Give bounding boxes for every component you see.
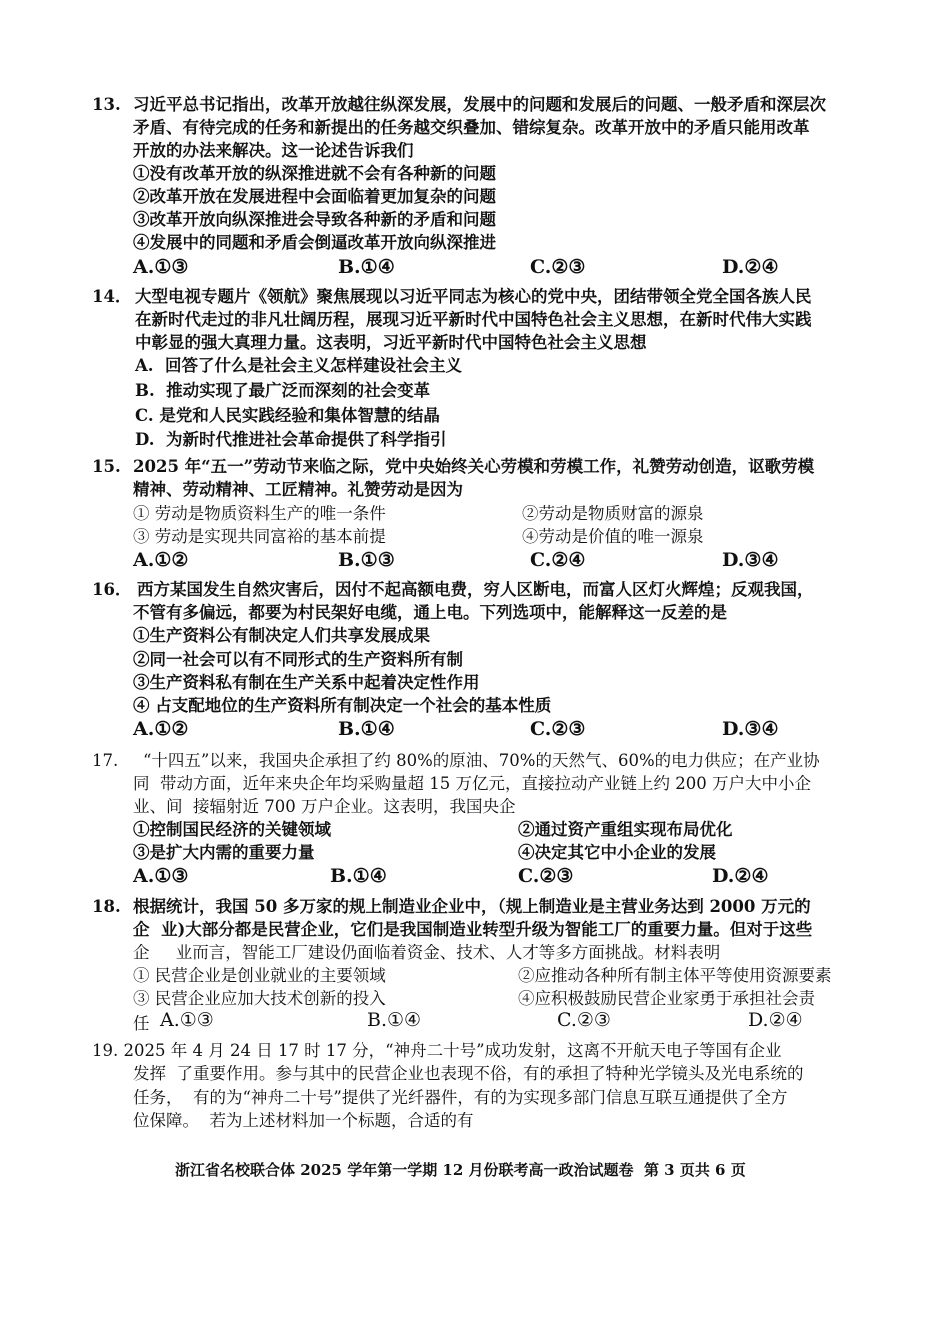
q14-number: 14． xyxy=(92,287,132,306)
q14-option-a: A. 回答了什么是社会主义怎样建设社会主义 xyxy=(135,356,463,375)
q16-stem-1: 西方某国发生自然灾害后，因付不起高额电费，穷人区断电，而富人区灯火辉煌；反观我国， xyxy=(137,580,814,599)
q16-answer-b: B.①④ xyxy=(338,718,395,740)
q13-item-2: ②改革开放在发展进程中会面临着更加复杂的问题 xyxy=(133,187,496,206)
q13-stem-1: 习近平总书记指出，改革开放越往纵深发展，发展中的问题和发展后的问题、一般矛盾和深层次 xyxy=(133,95,826,114)
q19-line-3: 任务， 有的为“神舟二十号”提供了光纤器件，有的为实现多部门信息互联互通提供了全方 xyxy=(133,1088,788,1107)
q17-item-2: ②通过资产重组实现布局优化 xyxy=(518,820,733,839)
q18-item-1: ① 民营企业是创业就业的主要领域 xyxy=(133,966,386,985)
q16-answer-a: A.①② xyxy=(133,718,189,740)
q16-stem-2: 不管有多偏远，都要为村民架好电缆，通上电。下列选项中，能解释这一反差的是 xyxy=(133,603,727,622)
q13-item-3: ③改革开放向纵深推进会导致各种新的矛盾和问题 xyxy=(133,210,496,229)
q17-item-1: ①控制国民经济的关键领域 xyxy=(133,820,331,839)
q18-item-3: ③ 民营企业应加大技术创新的投入 xyxy=(133,989,386,1008)
q17-number: 17. xyxy=(92,751,119,770)
q16-answer-c: C.②③ xyxy=(530,718,586,740)
q18-answer-c: C.②③ xyxy=(557,1009,611,1031)
q16-item-4: ④ 占支配地位的生产资料所有制决定一个社会的基本性质 xyxy=(133,696,552,715)
q15-stem-2: 精神、劳动精神、工匠精神。礼赞劳动是因为 xyxy=(133,480,463,499)
q18-answer-a: A.①③ xyxy=(160,1009,214,1031)
q16-number: 16． xyxy=(92,580,132,599)
q17-item-3: ③是扩大内需的重要力量 xyxy=(133,843,315,862)
q16-item-2: ②同一社会可以有不同形式的生产资料所有制 xyxy=(133,650,463,669)
q15-item-3: ③ 劳动是实现共同富裕的基本前提 xyxy=(133,527,386,546)
q18-stem-1: 根据统计，我国 50 多万家的规上制造业企业中，（规上制造业是主营业务达到 2000 万元的 xyxy=(133,897,811,916)
q15-item-2: ②劳动是物质财富的源泉 xyxy=(522,504,704,523)
q15-answer-a: A.①② xyxy=(133,549,189,571)
q13-answer-a: A.①③ xyxy=(133,256,189,278)
q18-number: 18. xyxy=(92,897,121,916)
q16-item-3: ③生产资料私有制在生产关系中起着决定性作用 xyxy=(133,673,480,692)
q16-item-1: ①生产资料公有制决定人们共享发展成果 xyxy=(133,626,430,645)
q15-answer-d: D.③④ xyxy=(722,549,779,571)
q13-stem-3: 开放的办法来解决。这一论述告诉我们 xyxy=(133,141,414,160)
q14-stem-2: 在新时代走过的非凡壮阔历程，展现习近平新时代中国特色社会主义思想，在新时代伟大实践 xyxy=(135,310,812,329)
q13-answer-d: D.②④ xyxy=(722,256,779,278)
q13-item-4: ④发展中的同题和矛盾会倒逼改革开放向纵深推进 xyxy=(133,233,496,252)
q17-stem-2: 同 带动方面，近年来央企年均采购量超 15 万亿元，直接拉动产业链上约 200 万户大中小企 xyxy=(133,774,811,793)
page-footer: 浙江省名校联合体 2025 学年第一学期 12 月份联考高一政治试题卷 第 3 页共 6 页 xyxy=(175,1161,746,1179)
q18-item-4: ④应积极鼓励民营企业家勇于承担社会责 xyxy=(518,989,815,1008)
q19-line-1: 19. 2025 年 4 月 24 日 17 时 17 分，“神舟二十号”成功发射，这离不开航天电子等国有企业 xyxy=(92,1041,782,1060)
q15-stem-1: 2025 年“五一”劳动节来临之际，党中央始终关心劳模和劳模工作，礼赞劳动创造，讴歌劳模 xyxy=(133,457,815,476)
q13-answer-b: B.①④ xyxy=(338,256,395,278)
q16-answer-d: D.③④ xyxy=(722,718,779,740)
q15-answer-b: B.①③ xyxy=(338,549,395,571)
q18-stem-2: 企 业)大部分都是民营企业，它们是我国制造业转型升级为智能工厂的重要力量。但对于这些 xyxy=(133,920,813,939)
q13-answer-c: C.②③ xyxy=(530,256,586,278)
q18-stem-3: 企 业而言，智能工厂建设仍面临着资金、技术、人才等多方面挑战。材料表明 xyxy=(133,943,721,962)
q19-line-2: 发挥 了重要作用。参与其中的民营企业也表现不俗，有的承担了特种光学镜头及光电系统的 xyxy=(133,1064,804,1083)
q14-option-b: B. 推动实现了最广泛而深刻的社会变革 xyxy=(135,381,431,400)
q13-number: 13. xyxy=(92,95,121,114)
q13-stem-2: 矛盾、有待完成的任务和新提出的任务越交织叠加、错综复杂。改革开放中的矛盾只能用改革 xyxy=(133,118,810,137)
q14-stem-1: 大型电视专题片《领航》聚焦展现以习近平同志为核心的党中央，团结带领全党全国各族人民 xyxy=(135,287,812,306)
q15-item-4: ④劳动是价值的唯一源泉 xyxy=(522,527,704,546)
q17-answer-b: B.①④ xyxy=(330,865,387,887)
q18-answer-b: B.①④ xyxy=(367,1009,422,1031)
q15-answer-c: C.②④ xyxy=(530,549,586,571)
q17-stem-3: 业、间 接辐射近 700 万户企业。这表明，我国央企 xyxy=(133,797,516,816)
q17-item-4: ④决定其它中小企业的发展 xyxy=(518,843,716,862)
q15-item-1: ① 劳动是物质资料生产的唯一条件 xyxy=(133,504,386,523)
q18-item-2: ②应推动各种所有制主体平等使用资源要素 xyxy=(518,966,832,985)
q17-answer-c: C.②③ xyxy=(518,865,574,887)
q17-stem-1: “十四五”以来，我国央企承担了约 80%的原油、70%的天然气、60%的电力供应；在产业协 xyxy=(143,751,820,770)
q17-answer-d: D.②④ xyxy=(712,865,769,887)
q14-option-d: D. 为新时代推进社会革命提供了科学指引 xyxy=(135,430,447,449)
q14-option-c: C. 是党和人民实践经验和集体智慧的结晶 xyxy=(135,406,440,425)
q19-line-4: 位保障。 若为上述材料加一个标题，合适的有 xyxy=(133,1111,474,1130)
q15-number: 15. xyxy=(92,457,121,476)
q14-stem-3: 中彰显的强大真理力量。这表明，习近平新时代中国特色社会主义思想 xyxy=(135,333,647,352)
q18-item-tail: 任 xyxy=(133,1014,150,1033)
q18-answer-d: D.②④ xyxy=(748,1009,803,1031)
q13-item-1: ①没有改革开放的纵深推进就不会有各种新的问题 xyxy=(133,164,496,183)
q17-answer-a: A.①③ xyxy=(133,865,189,887)
